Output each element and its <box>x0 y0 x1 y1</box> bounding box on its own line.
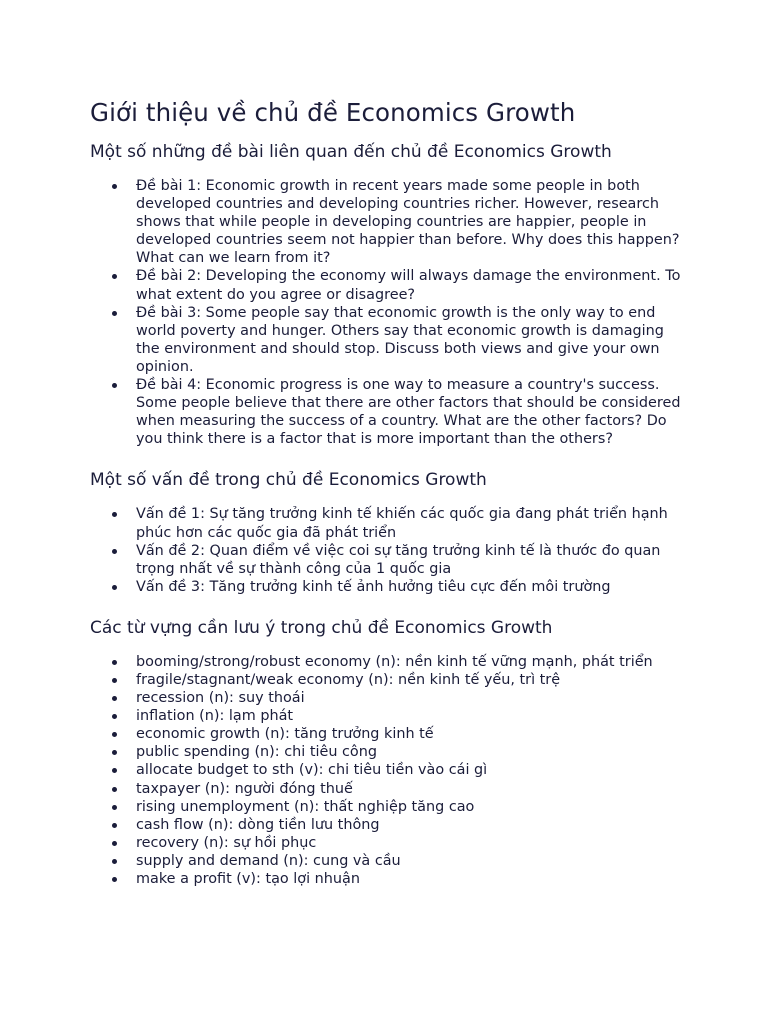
list-item: Vấn đề 3: Tăng trưởng kinh tế ảnh hưởng tiêu cực đến môi trường <box>136 578 688 596</box>
issue-list <box>90 505 688 595</box>
list-item: rising unemployment (n): thất nghiệp tăng cao <box>136 798 688 816</box>
list-item: recession (n): suy thoái <box>136 689 688 707</box>
list-item: inflation (n): lạm phát <box>136 707 688 725</box>
section-heading-issues: Một số vấn đề trong chủ đề Economics Growth <box>90 470 487 491</box>
page-title: Giới thiệu về chủ đề Economics Growth <box>90 98 576 127</box>
list-item: taxpayer (n): người đóng thuế <box>136 780 688 798</box>
topic-list <box>90 177 688 448</box>
list-item: make a profit (v): tạo lợi nhuận <box>136 870 688 888</box>
list-item: Đề bài 3: Some people say that economic growth is the only way to end world poverty and hunger. Others say that economic growth is damaging the environment and should stop. Discuss both views and give your own opinion. <box>136 304 688 376</box>
list-item: economic growth (n): tăng trưởng kinh tế <box>136 725 688 743</box>
list-item: supply and demand (n): cung và cầu <box>136 852 688 870</box>
list-item: booming/strong/robust economy (n): nền kinh tế vững mạnh, phát triển <box>136 653 688 671</box>
list-item: fragile/stagnant/weak economy (n): nền kinh tế yếu, trì trệ <box>136 671 688 689</box>
list-item: Đề bài 4: Economic progress is one way to measure a country's success. Some people believe that there are other factors that should be considered when measuring the success of a country. What are the other factors? Do you think there is a factor that is more important than the others? <box>136 376 688 448</box>
list-item: public spending (n): chi tiêu công <box>136 743 688 761</box>
list-item: recovery (n): sự hồi phục <box>136 834 688 852</box>
section-heading-vocabulary: Các từ vựng cần lưu ý trong chủ đề Economics Growth <box>90 617 553 638</box>
vocabulary-list <box>90 653 688 888</box>
list-item: Vấn đề 1: Sự tăng trưởng kinh tế khiến các quốc gia đang phát triển hạnh phúc hơn các quốc gia đã phát triển <box>136 505 688 541</box>
list-item: Đề bài 1: Economic growth in recent years made some people in both developed countries and developing countries richer. However, research shows that while people in developing countries are happier, people in developed countries seem not happier than before. Why does this happen? What can we learn from it? <box>136 177 688 267</box>
list-item: Vấn đề 2: Quan điểm về việc coi sự tăng trưởng kinh tế là thước đo quan trọng nhất về sự thành công của 1 quốc gia <box>136 542 688 578</box>
list-item: Đề bài 2: Developing the economy will always damage the environment. To what extent do you agree or disagree? <box>136 267 688 303</box>
list-item: allocate budget to sth (v): chi tiêu tiền vào cái gì <box>136 761 688 779</box>
list-item: cash flow (n): dòng tiền lưu thông <box>136 816 688 834</box>
section-heading-topics: Một số những đề bài liên quan đến chủ đề Economics Growth <box>90 142 612 162</box>
